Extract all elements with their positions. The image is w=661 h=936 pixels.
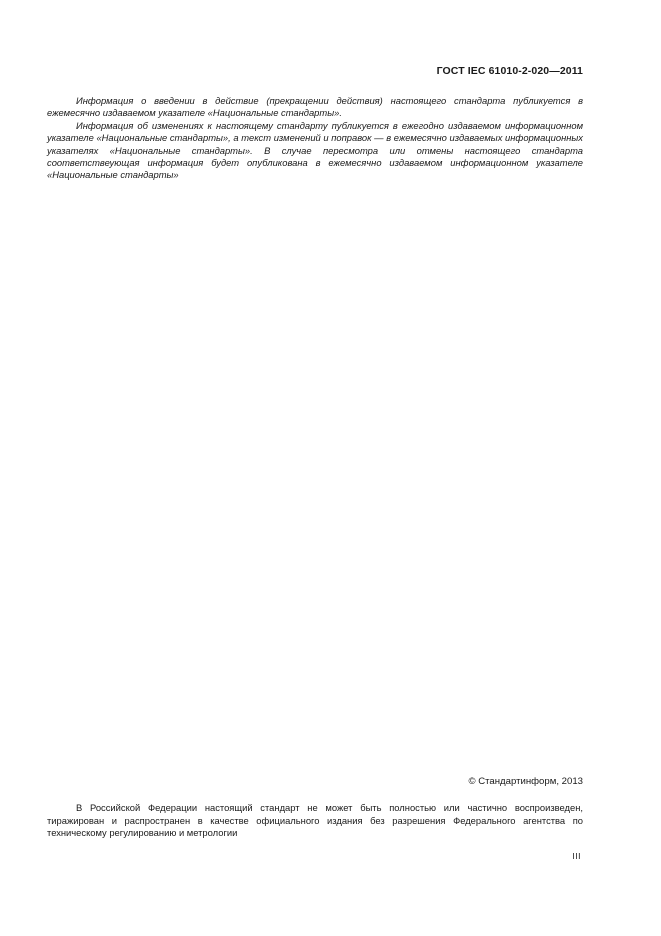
publication-info-block: [47, 95, 583, 182]
reproduction-legal-notice: В Российской Федерации настоящий стандарт не может быть полностью или частично воспроизведен, тиражирован и распространен в качестве официального издания без разрешения Федерального агентства по техническому регулированию и метрологии: [47, 802, 583, 839]
page-number: III: [572, 851, 581, 861]
standard-code-header: ГОСТ IEC 61010-2-020—2011: [436, 65, 583, 77]
copyright-notice: © Стандартинформ, 2013: [468, 776, 583, 787]
info-paragraph-introduction: Информация о введении в действие (прекращении действия) настоящего стандарта публикуется в ежемесячно издаваемом указателе «Национальные стандарты».: [47, 95, 583, 119]
info-paragraph-amendments: Информация об изменениях к настоящему стандарту публикуется в ежегодно издаваемом информационном указателе «Национальные стандарты», а текст изменений и поправок — в ежемесячно издаваемых информационных указателях «Национальные стандарты». В случае пересмотра или отмены настоящего стандарта соответствеующая информация будет опубликована в ежемесячно издаваемом информационном указателе «Национальные стандарты»: [47, 119, 583, 181]
